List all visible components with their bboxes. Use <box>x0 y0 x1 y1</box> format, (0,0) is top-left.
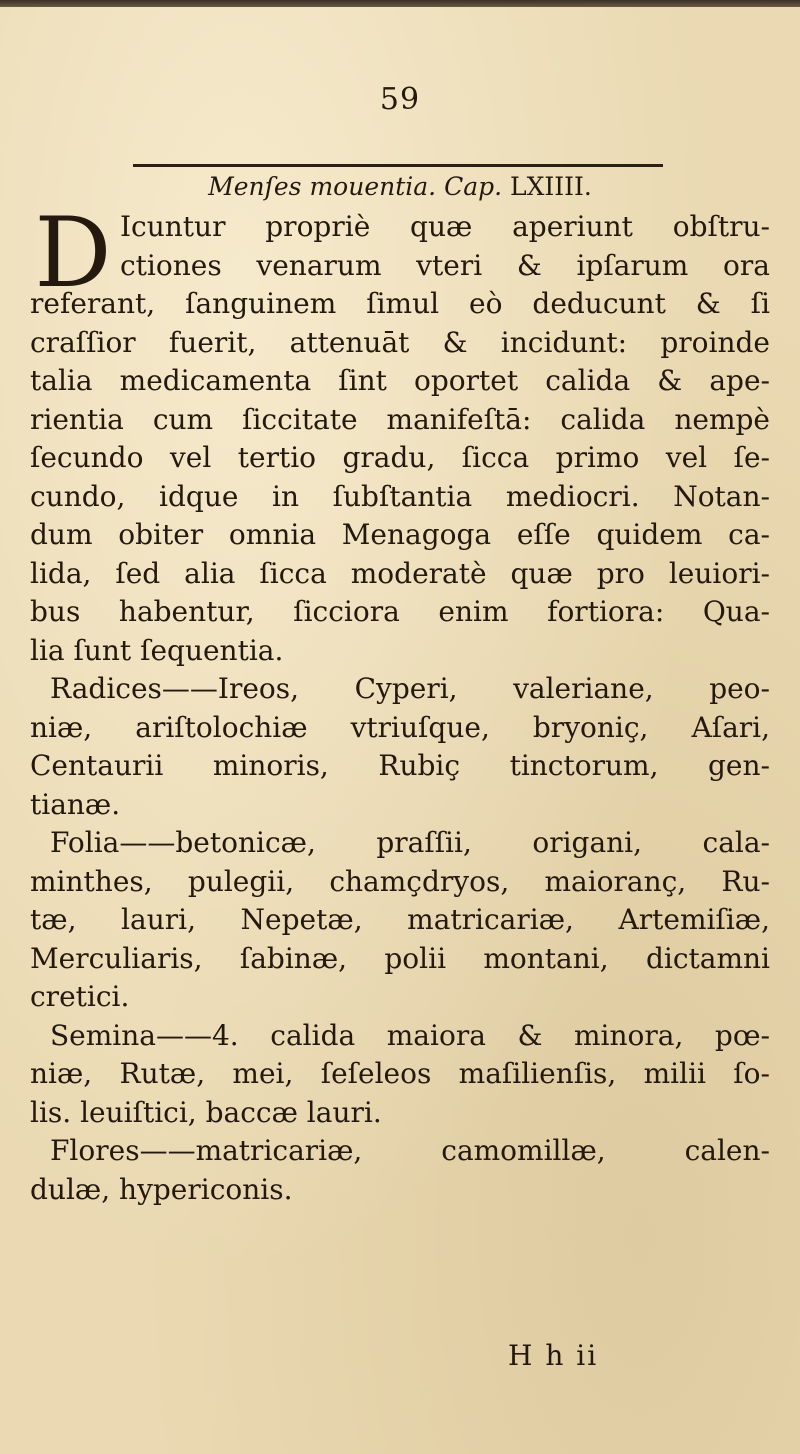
heading-title: Menſes mouentia. <box>208 172 437 201</box>
text-line: dulæ, hypericonis. <box>30 1172 293 1206</box>
text-line: tianæ. <box>30 787 121 821</box>
text-line: minthes, pulegii, chamçdryos, maioranç, Ru- <box>30 864 770 898</box>
text-line: craſſior fuerit, attenuāt & incidunt: proinde <box>30 325 770 359</box>
text-line: lia ſunt ſequentia. <box>30 633 284 667</box>
text-line: Merculiaris, ſabinæ, polii montani, dictamni <box>30 941 770 975</box>
text-line: rientia cum ſiccitate manifeſtā: calida nempè <box>30 402 770 436</box>
page-top-edge <box>0 0 800 7</box>
text-line: Folia——betonicæ, praſſii, origani, cala- <box>50 826 770 859</box>
header-rule <box>133 164 663 167</box>
text-line: Flores——matricariæ, camomillæ, calen- <box>50 1134 770 1167</box>
text-line: bus habentur, ſicciora enim fortiora: Qua- <box>30 595 770 628</box>
text-line: Centaurii minoris, Rubiç tinctorum, gen- <box>30 749 770 782</box>
text-line: Radices——Ireos, Cyperi, valeriane, peo- <box>50 672 770 705</box>
text-line: referant, ſanguinem ſimul eò deducunt & ſi <box>30 287 770 320</box>
body-text <box>30 197 770 1209</box>
signature-mark: H h ii <box>508 1339 599 1372</box>
text-line: lida, ſed alia ſicca moderatè quæ pro leuiori- <box>30 556 770 590</box>
page-number: 59 <box>379 82 421 117</box>
text-line: tæ, lauri, Nepetæ, matricariæ, Artemiſiæ, <box>30 903 770 936</box>
text-line: niæ, ariſtolochiæ vtriuſque, bryoniç, Aſari, <box>30 710 770 744</box>
text-line: talia medicamenta ſint oportet calida & ape- <box>30 364 770 397</box>
text-line: lis. leuiſtici, baccæ lauri. <box>30 1095 382 1129</box>
text-line: dum obiter omnia Menagoga eſſe quidem ca- <box>30 518 770 551</box>
heading-cap: Cap. <box>444 172 503 201</box>
text-line: cundo, idque in ſubſtantia mediocri. Notan- <box>30 479 770 513</box>
heading-number: LXIIII. <box>510 172 592 201</box>
text-line: niæ, Rutæ, mei, ſeſeleos maſilienſis, milii ſo- <box>30 1057 770 1090</box>
text-line: cretici. <box>30 980 130 1013</box>
text-line: Semina——4. calida maiora & minora, pœ- <box>50 1018 770 1052</box>
drop-cap: D <box>34 197 112 309</box>
text-line: ctiones venarum vteri & ipſarum ora <box>120 248 770 282</box>
text-line: ſecundo vel tertio gradu, ſicca primo vel ſe- <box>30 441 770 474</box>
chapter-heading <box>0 172 800 201</box>
text-line: Icuntur propriè quæ aperiunt obſtru- <box>120 210 770 243</box>
